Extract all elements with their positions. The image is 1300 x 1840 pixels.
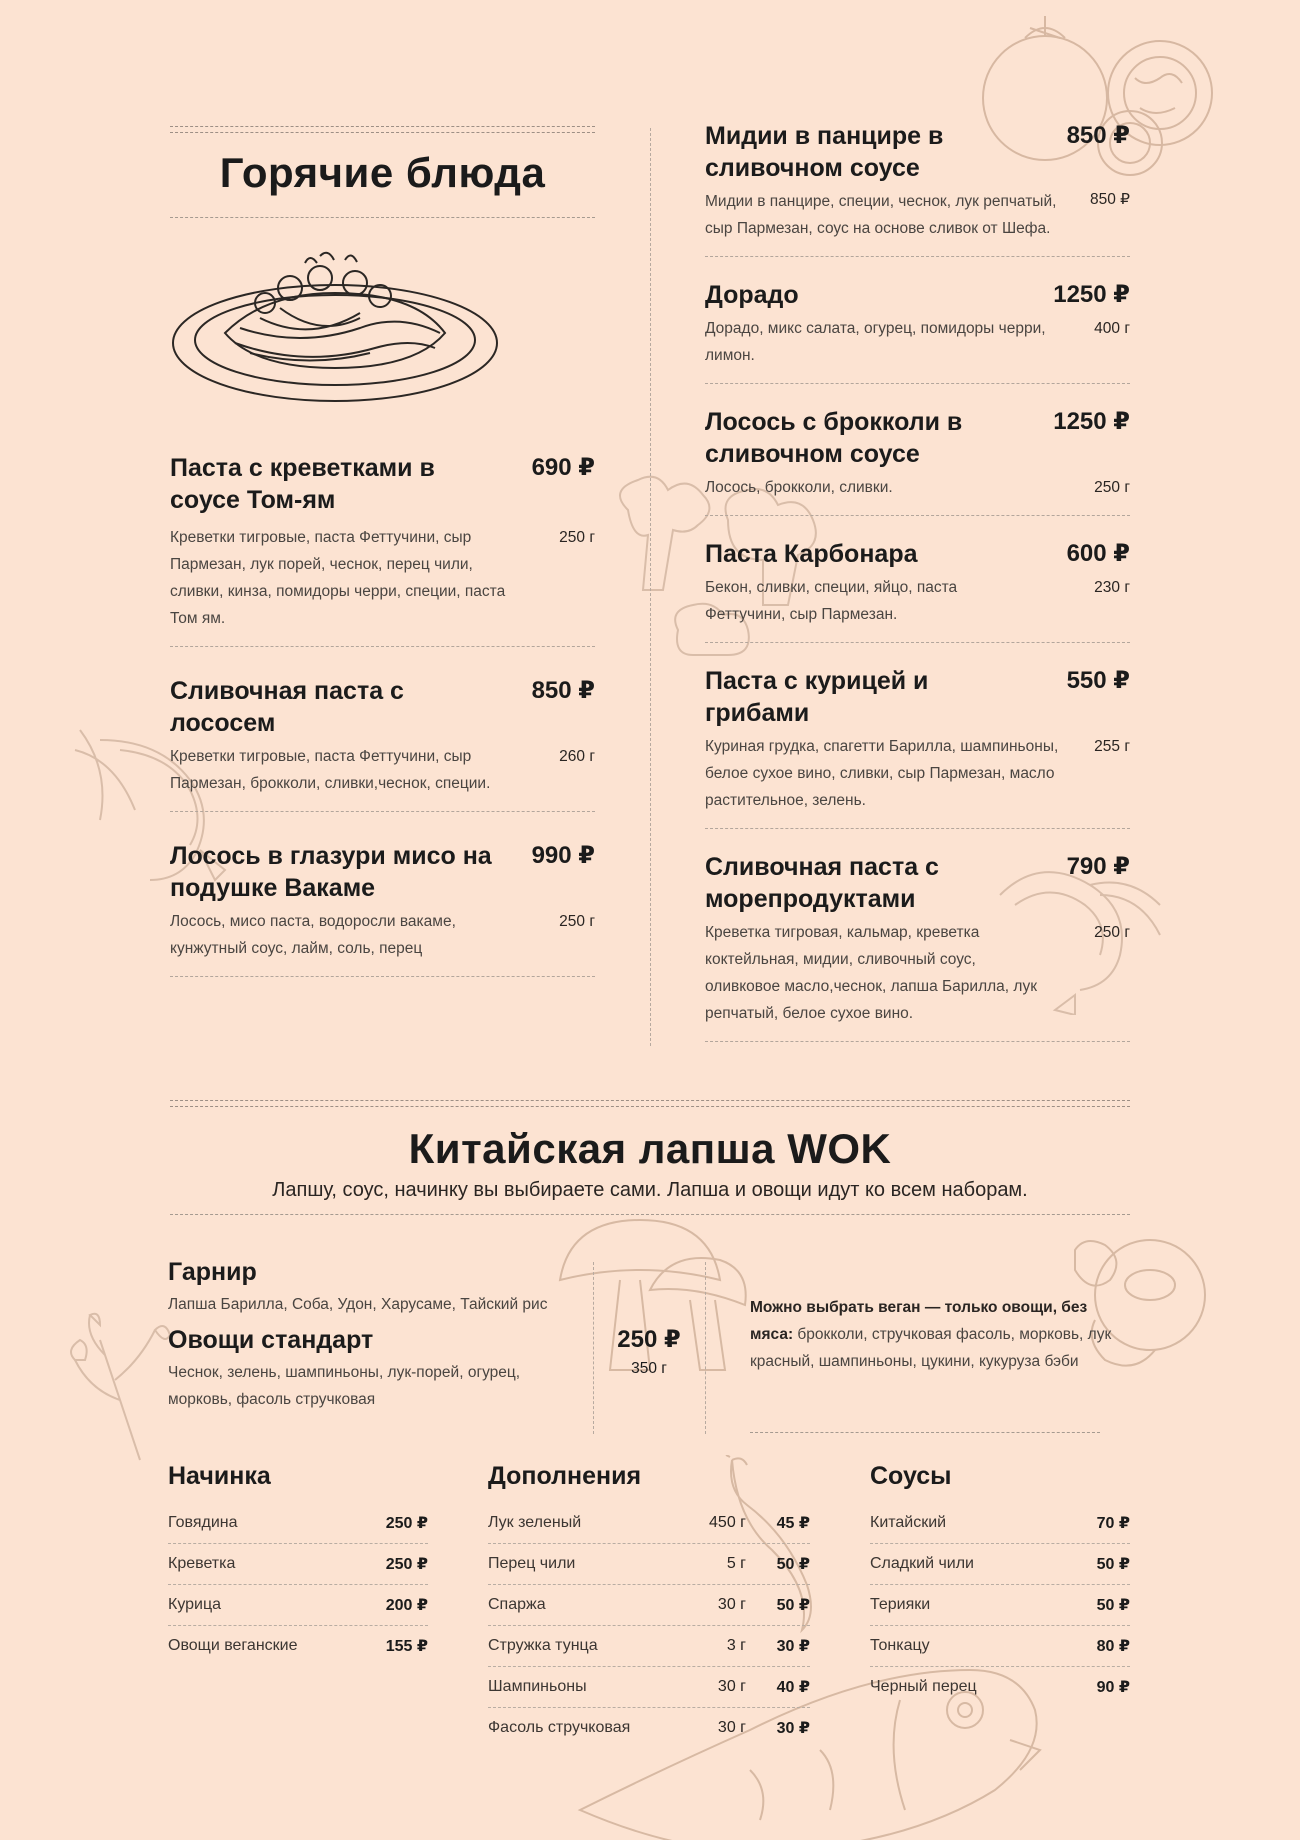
item-price: 90 ₽	[1096, 1679, 1130, 1696]
base-weight: 350 г	[631, 1360, 667, 1377]
list-item	[870, 1503, 1130, 1544]
base-price-block	[600, 1325, 698, 1378]
sauces-title: Соусы	[870, 1462, 952, 1490]
item-divider	[705, 1041, 1130, 1042]
item-divider	[170, 811, 595, 812]
vegan-note-list: брокколи, стручковая фасоль, морковь, лук красный, шампиньоны, цукини, кукуруза бэби	[750, 1326, 1112, 1370]
list-item	[870, 1667, 1130, 1707]
item-divider	[170, 646, 595, 647]
item-weight: 30 г	[717, 1596, 746, 1613]
filling-list	[168, 1462, 428, 1666]
menu-item	[170, 452, 595, 632]
dish-weight: 250 г	[559, 529, 595, 546]
item-price: 30 ₽	[776, 1720, 810, 1737]
menu-item	[705, 279, 1130, 369]
vegan-note	[750, 1294, 1120, 1375]
item-label: Шампиньоны	[488, 1678, 587, 1695]
item-price: 250 ₽	[385, 1556, 428, 1573]
vegan-note-rule	[750, 1432, 1100, 1433]
dish-price: 850 ₽	[1066, 122, 1130, 149]
dish-description: Лосось, брокколи, сливки.	[705, 479, 893, 496]
dish-description: Креветки тигровые, паста Феттучини, сыр Пармезан, брокколи, сливки,чеснок, специи.	[170, 748, 491, 792]
dish-name: Паста с курицей и грибами	[705, 667, 929, 727]
item-price: 80 ₽	[1096, 1638, 1130, 1655]
list-item	[168, 1585, 428, 1626]
parsley-illustration	[60, 1310, 180, 1470]
dish-name: Сливочная паста с морепродуктами	[705, 853, 939, 913]
item-label: Лук зеленый	[488, 1514, 582, 1531]
item-price: 200 ₽	[385, 1597, 428, 1614]
item-price: 50 ₽	[776, 1597, 810, 1614]
column-divider	[650, 128, 651, 1046]
item-label: Сладкий чили	[870, 1555, 974, 1572]
dish-description: Дорадо, микс салата, огурец, помидоры черри, лимон.	[705, 320, 1046, 364]
wok-section	[170, 1100, 1130, 1215]
list-item	[488, 1667, 810, 1708]
list-item	[488, 1544, 810, 1585]
extras-list	[488, 1462, 810, 1748]
dish-weight: 250 г	[559, 913, 595, 930]
menu-item	[705, 538, 1130, 628]
item-label: Фасоль стручковая	[488, 1719, 631, 1736]
dish-name: Дорадо	[705, 281, 799, 309]
base-divider-left	[593, 1262, 594, 1434]
vegan-note-text	[750, 1294, 1120, 1375]
dish-weight: 250 г	[1094, 924, 1130, 941]
dish-weight: 850 ₽	[1089, 191, 1130, 208]
item-divider	[705, 642, 1130, 643]
menu-item	[705, 406, 1130, 501]
dish-description: Креветки тигровые, паста Феттучини, сыр Пармезан, лук порей, чеснок, перец чили, сливки, кинза, помидоры черри, специи, паста Том ям.	[170, 529, 506, 627]
item-divider	[705, 383, 1130, 384]
item-price: 50 ₽	[1096, 1556, 1130, 1573]
dish-weight: 255 г	[1094, 738, 1130, 755]
wok-title: Китайская лапша WOK	[408, 1125, 892, 1172]
dish-price: 690 ₽	[531, 454, 595, 481]
hot-dishes-left-column	[170, 126, 595, 977]
item-divider	[705, 828, 1130, 829]
item-divider	[170, 976, 595, 977]
item-price: 250 ₽	[385, 1515, 428, 1532]
item-divider	[705, 256, 1130, 257]
list-item	[870, 1585, 1130, 1626]
dish-name: Лосось с брокколи в сливочном соусе	[705, 408, 963, 468]
item-label: Спаржа	[488, 1596, 546, 1613]
item-price: 155 ₽	[385, 1638, 428, 1655]
base-divider-right	[705, 1262, 706, 1434]
list-item	[488, 1585, 810, 1626]
wok-top-rule	[170, 1100, 1130, 1107]
list-item	[870, 1544, 1130, 1585]
dish-weight: 400 г	[1094, 320, 1130, 337]
dish-weight: 230 г	[1094, 579, 1130, 596]
menu-item	[705, 665, 1130, 814]
vegetables-title: Овощи стандарт	[168, 1326, 374, 1354]
vegetables-description: Чеснок, зелень, шампиньоны, лук-порей, огурец, морковь, фасоль стручковая	[168, 1364, 521, 1408]
sauces-list	[870, 1462, 1130, 1707]
dish-description: Бекон, сливки, специи, яйцо, паста Феттучини, сыр Пармезан.	[705, 579, 958, 623]
item-label: Черный перец	[870, 1678, 977, 1695]
item-label: Тонкацу	[870, 1637, 930, 1654]
list-item	[488, 1626, 810, 1667]
dish-weight: 260 г	[559, 748, 595, 765]
item-weight: 450 г	[709, 1514, 746, 1531]
menu-item	[170, 675, 595, 797]
item-label: Говядина	[168, 1514, 238, 1531]
vegan-note-bold: Можно выбрать веган — только овощи, без мяса:	[750, 1299, 1088, 1343]
dish-name: Лосось в глазури мисо на подушке Вакаме	[170, 842, 492, 902]
menu-item	[705, 120, 1130, 242]
dish-price: 790 ₽	[1066, 853, 1130, 880]
dish-price: 550 ₽	[1066, 667, 1130, 694]
list-item	[488, 1503, 810, 1544]
dish-description: Куриная грудка, спагетти Барилла, шампиньоны, белое сухое вино, сливки, сыр Пармезан, масло растительное, зелень.	[705, 738, 1059, 809]
pasta-plate-illustration	[170, 248, 595, 408]
extras-title: Дополнения	[488, 1462, 642, 1490]
dish-price: 850 ₽	[531, 677, 595, 704]
item-price: 30 ₽	[776, 1638, 810, 1655]
dish-name: Паста Карбонара	[705, 540, 918, 568]
wok-bottom-rule	[170, 1214, 1130, 1215]
list-item	[488, 1708, 810, 1748]
wok-subtitle: Лапшу, соус, начинку вы выбираете сами. Лапша и овощи идут ко всем наборам.	[272, 1179, 1028, 1201]
hot-dishes-right-column	[705, 120, 1130, 1042]
list-item	[870, 1626, 1130, 1667]
dish-price: 1250 ₽	[1053, 281, 1130, 308]
item-label: Овощи веганские	[168, 1637, 298, 1654]
item-weight: 30 г	[717, 1719, 746, 1736]
title-top-rule	[170, 126, 595, 133]
hot-dishes-title: Горячие блюда	[219, 149, 546, 196]
dish-weight: 250 г	[1094, 479, 1130, 496]
dish-price: 600 ₽	[1066, 540, 1130, 567]
dish-description: Креветка тигровая, кальмар, креветка коктейльная, мидии, сливочный соус, оливковое масло,чеснок, лапша Барилла, лук репчатый, белое сухое вино.	[705, 924, 1037, 1022]
item-price: 40 ₽	[776, 1679, 810, 1696]
item-label: Терияки	[870, 1596, 931, 1613]
item-label: Курица	[168, 1596, 222, 1613]
item-weight: 5 г	[726, 1555, 746, 1572]
item-price: 45 ₽	[776, 1515, 810, 1532]
base-price: 250 ₽	[617, 1326, 681, 1353]
item-price: 70 ₽	[1096, 1515, 1130, 1532]
garnish-description: Лапша Барилла, Соба, Удон, Харусаме, Тайский рис	[168, 1296, 548, 1313]
filling-title: Начинка	[168, 1462, 271, 1490]
item-price: 50 ₽	[1096, 1597, 1130, 1614]
dish-name: Мидии в панцире в сливочном соусе	[705, 122, 944, 182]
item-weight: 3 г	[726, 1637, 746, 1654]
list-item	[168, 1503, 428, 1544]
item-label: Стружка тунца	[488, 1637, 598, 1654]
item-price: 50 ₽	[776, 1556, 810, 1573]
menu-item	[170, 840, 595, 962]
menu-item	[705, 851, 1130, 1027]
dish-name: Паста с креветками в соусе Том-ям	[170, 454, 435, 514]
list-item	[168, 1626, 428, 1666]
dish-description: Мидии в панцире, специи, чеснок, лук репчатый, сыр Пармезан, соус на основе сливок от Шефа.	[705, 193, 1057, 237]
dish-price: 1250 ₽	[1053, 408, 1130, 435]
item-label: Креветка	[168, 1555, 236, 1572]
garnish-block	[168, 1258, 563, 1413]
list-item	[168, 1544, 428, 1585]
dish-description: Лосось, мисо паста, водоросли вакаме, кунжутный соус, лайм, соль, перец	[170, 913, 456, 957]
garnish-title: Гарнир	[168, 1258, 257, 1286]
item-label: Перец чили	[488, 1555, 576, 1572]
dish-price: 990 ₽	[531, 842, 595, 869]
dish-name: Сливочная паста с лососем	[170, 677, 404, 737]
item-divider	[705, 515, 1130, 516]
item-label: Китайский	[870, 1514, 947, 1531]
title-bottom-rule	[170, 217, 595, 218]
item-weight: 30 г	[717, 1678, 746, 1695]
